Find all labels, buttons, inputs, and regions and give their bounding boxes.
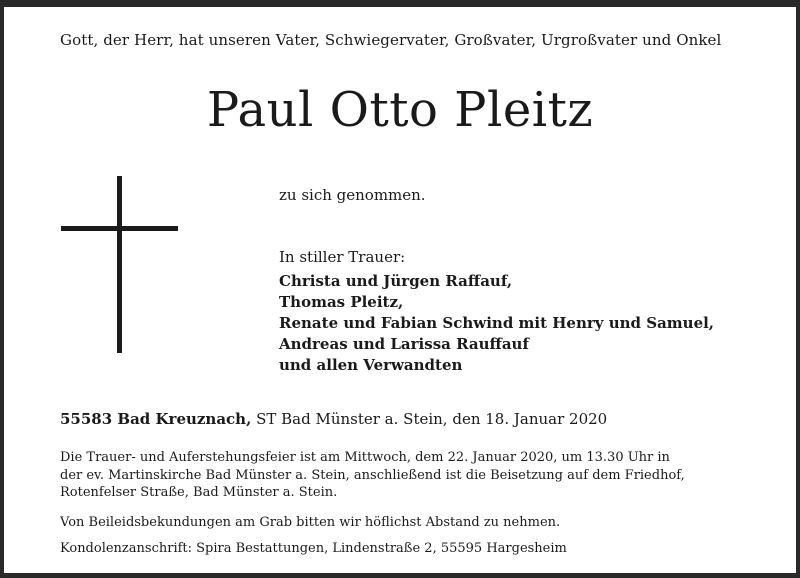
place-city: 55583 Bad Kreuznach, bbox=[60, 410, 252, 428]
condolence-note: Von Beileidsbekundungen am Grab bitten wir höflichst Abstand zu nehmen. bbox=[60, 515, 561, 530]
intro-text: Gott, der Herr, hat unseren Vater, Schwiegervater, Großvater, Urgroßvater und Onkel bbox=[60, 31, 722, 49]
ceremony-paragraph bbox=[60, 449, 685, 502]
mourner-entry: Renate und Fabian Schwind mit Henry und Samuel, bbox=[279, 314, 715, 332]
ceremony-line: der ev. Martinskirche Bad Münster a. Stein, anschließend ist die Beisetzung auf dem Friedhof, bbox=[60, 467, 685, 483]
mourning-label: In stiller Trauer: bbox=[279, 248, 406, 266]
cross-horizontal-bar bbox=[61, 226, 178, 231]
place-date-line bbox=[60, 410, 607, 428]
cross-vertical-bar bbox=[117, 176, 122, 353]
mourner-entry: und allen Verwandten bbox=[279, 356, 463, 374]
ceremony-line: Die Trauer- und Auferstehungsfeier ist am Mittwoch, dem 22. Januar 2020, um 13.30 Uhr in bbox=[60, 450, 670, 465]
ceremony-line: Rotenfelser Straße, Bad Münster a. Stein. bbox=[60, 485, 338, 500]
mourner-entry: Thomas Pleitz, bbox=[279, 293, 404, 311]
mourners-list bbox=[279, 271, 714, 376]
deceased-name: Paul Otto Pleitz bbox=[206, 82, 594, 138]
mourner-entry: Andreas und Larissa Rauffauf bbox=[279, 335, 529, 353]
mourner-entry: Christa und Jürgen Raffauf, bbox=[279, 272, 513, 290]
place-date: ST Bad Münster a. Stein, den 18. Januar 2020 bbox=[251, 410, 608, 428]
condolence-address: Kondolenzanschrift: Spira Bestattungen, Lindenstraße 2, 55595 Hargesheim bbox=[60, 541, 567, 556]
taken-text: zu sich genommen. bbox=[279, 186, 426, 204]
